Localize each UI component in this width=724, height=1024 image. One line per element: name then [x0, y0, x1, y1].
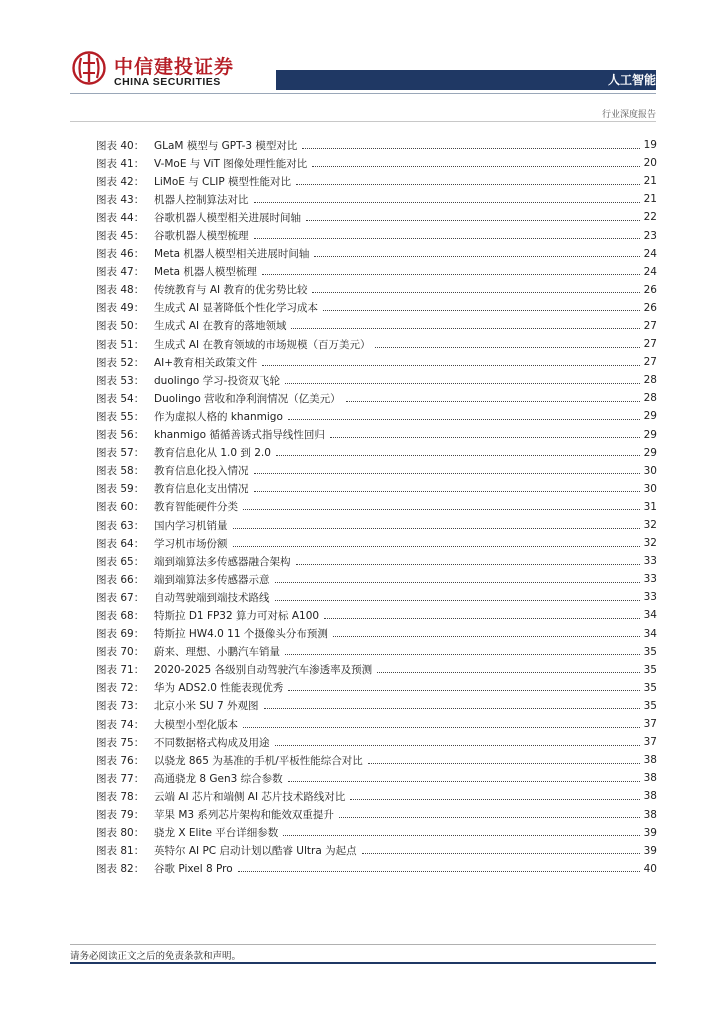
- toc-entry[interactable]: [96, 245, 657, 263]
- toc-entry[interactable]: [96, 371, 657, 389]
- toc-entry-title[interactable]: 云端 AI 芯片和端侧 AI 芯片技术路线对比: [154, 790, 346, 803]
- toc-entry[interactable]: [96, 154, 657, 172]
- toc-dot-leader: [275, 572, 641, 583]
- toc-entry-page[interactable]: 21: [643, 193, 657, 206]
- toc-entry[interactable]: [96, 389, 657, 407]
- toc-entry[interactable]: [96, 172, 657, 190]
- toc-entry[interactable]: [96, 190, 657, 208]
- toc-entry-title[interactable]: 谷歌 Pixel 8 Pro: [154, 863, 233, 876]
- toc-entry-title[interactable]: 生成式 AI 显著降低个性化学习成本: [154, 302, 318, 315]
- toc-entry[interactable]: [96, 570, 657, 588]
- report-type: 行业深度报告: [601, 110, 656, 120]
- toc-dot-leader: [275, 735, 641, 746]
- toc-entry-page[interactable]: 23: [643, 229, 657, 242]
- toc-entry-label: 图表 77：: [96, 772, 145, 785]
- toc-entry[interactable]: [96, 769, 657, 787]
- toc-entry-label: 图表 71：: [96, 664, 145, 677]
- toc-entry[interactable]: [96, 824, 657, 842]
- toc-entry-label: 图表 56：: [96, 429, 145, 442]
- toc-entry-page[interactable]: 27: [643, 338, 657, 351]
- toc-entry-title[interactable]: 学习机市场份额: [154, 537, 228, 550]
- toc-entry-title[interactable]: 2020-2025 各级别自动驾驶汽车渗透率及预测: [154, 664, 373, 677]
- footer-bar: [70, 962, 656, 964]
- header-divider: [70, 93, 656, 94]
- toc-entry[interactable]: [96, 317, 657, 335]
- toc-entry-page[interactable]: 29: [643, 446, 657, 459]
- toc-dot-leader: [254, 463, 641, 474]
- toc-entry-title[interactable]: duolingo 学习-投资双飞轮: [154, 374, 280, 387]
- toc-dot-leader: [312, 156, 640, 167]
- toc-entry-label: 图表 59：: [96, 483, 145, 496]
- figure-list: [96, 136, 657, 878]
- toc-entry-page[interactable]: 19: [643, 139, 657, 152]
- toc-dot-leader: [288, 409, 640, 420]
- toc-entry-page[interactable]: 27: [643, 356, 657, 369]
- toc-entry-page[interactable]: 33: [643, 555, 657, 568]
- toc-entry-title[interactable]: Meta 机器人模型相关进展时间轴: [154, 248, 310, 261]
- toc-entry-page[interactable]: 38: [643, 754, 657, 767]
- toc-entry-title[interactable]: 生成式 AI 在教育的落地领域: [154, 320, 287, 333]
- toc-entry[interactable]: [96, 552, 657, 570]
- toc-entry-label: 图表 55：: [96, 410, 145, 423]
- toc-dot-leader: [285, 373, 640, 384]
- toc-entry-title[interactable]: LiMoE 与 CLIP 模型性能对比: [154, 175, 292, 188]
- toc-dot-leader: [375, 337, 640, 348]
- toc-entry[interactable]: [96, 353, 657, 371]
- toc-entry-label: 图表 43：: [96, 193, 145, 206]
- toc-entry-title[interactable]: 蔚来、理想、小鹏汽车销量: [154, 646, 280, 659]
- toc-entry-page[interactable]: 32: [643, 537, 657, 550]
- toc-entry-title[interactable]: 骁龙 X Elite 平台详细参数: [154, 827, 279, 840]
- toc-dot-leader: [350, 789, 640, 800]
- toc-entry-label: 图表 82：: [96, 863, 145, 876]
- toc-dot-leader: [324, 608, 640, 619]
- toc-entry-title[interactable]: 教育信息化从 1.0 到 2.0: [154, 447, 271, 460]
- toc-entry-page[interactable]: 26: [643, 301, 657, 314]
- toc-entry[interactable]: [96, 751, 657, 769]
- toc-entry-page[interactable]: 33: [643, 573, 657, 586]
- toc-entry-page[interactable]: 33: [643, 591, 657, 604]
- toc-entry-page[interactable]: 38: [643, 772, 657, 785]
- toc-entry-page[interactable]: 39: [643, 844, 657, 857]
- toc-entry-title[interactable]: khanmigo 循循善诱式指导线性回归: [154, 429, 325, 442]
- toc-entry[interactable]: [96, 226, 657, 244]
- toc-dot-leader: [306, 210, 640, 221]
- toc-entry-page[interactable]: 27: [643, 319, 657, 332]
- toc-entry[interactable]: [96, 263, 657, 281]
- toc-dot-leader: [264, 698, 640, 709]
- toc-entry-label: 图表 47：: [96, 266, 145, 279]
- toc-entry-title[interactable]: Duolingo 营收和净利润情况（亿美元）: [154, 392, 341, 405]
- toc-entry-label: 图表 68：: [96, 609, 145, 622]
- footer-disclaimer: 请务必阅读正文之后的免责条款和声明。: [70, 951, 242, 962]
- toc-entry-page[interactable]: 38: [643, 790, 657, 803]
- toc-entry[interactable]: [96, 588, 657, 606]
- toc-entry-page[interactable]: 35: [643, 663, 657, 676]
- toc-entry-title[interactable]: Meta 机器人模型梳理: [154, 266, 257, 279]
- toc-dot-leader: [302, 138, 640, 149]
- toc-dot-leader: [283, 825, 640, 836]
- toc-entry-title[interactable]: 教育信息化投入情况: [154, 465, 249, 478]
- toc-dot-leader: [296, 554, 641, 565]
- toc-entry-page[interactable]: 24: [643, 247, 657, 260]
- toc-entry-label: 图表 42：: [96, 175, 145, 188]
- toc-dot-leader: [333, 626, 640, 637]
- toc-entry[interactable]: [96, 787, 657, 805]
- brand-name-cn: 中信建投证券: [114, 56, 235, 78]
- toc-entry-page[interactable]: 35: [643, 699, 657, 712]
- toc-entry[interactable]: [96, 625, 657, 643]
- toc-entry-label: 图表 76：: [96, 754, 145, 767]
- toc-entry-page[interactable]: 35: [643, 681, 657, 694]
- toc-entry[interactable]: [96, 679, 657, 697]
- toc-dot-leader: [243, 499, 640, 510]
- toc-entry-label: 图表 63：: [96, 519, 145, 532]
- toc-entry-title[interactable]: 教育信息化支出情况: [154, 483, 249, 496]
- toc-entry-page[interactable]: 28: [643, 392, 657, 405]
- toc-entry-title[interactable]: 特斯拉 D1 FP32 算力可对标 A100: [154, 609, 320, 622]
- toc-entry-label: 图表 48：: [96, 284, 145, 297]
- toc-dot-leader: [330, 427, 640, 438]
- toc-entry-label: 图表 54：: [96, 392, 145, 405]
- toc-dot-leader: [291, 318, 640, 329]
- toc-entry-page[interactable]: 38: [643, 808, 657, 821]
- toc-entry-label: 图表 58：: [96, 465, 145, 478]
- toc-entry-title[interactable]: 国内学习机销量: [154, 519, 228, 532]
- toc-entry-title[interactable]: 端到端算法多传感器融合架构: [154, 555, 291, 568]
- toc-dot-leader: [254, 192, 641, 203]
- toc-entry-page[interactable]: 34: [643, 627, 657, 640]
- china-securities-logo-icon: [72, 50, 106, 86]
- toc-entry-label: 图表 65：: [96, 555, 145, 568]
- toc-entry-page[interactable]: 30: [643, 482, 657, 495]
- toc-dot-leader: [362, 843, 640, 854]
- toc-entry-page[interactable]: 26: [643, 283, 657, 296]
- toc-entry-title[interactable]: 苹果 M3 系列芯片架构和能效双重提升: [154, 809, 334, 822]
- toc-entry-title[interactable]: 生成式 AI 在教育领域的市场规模（百万美元）: [154, 338, 371, 351]
- toc-dot-leader: [323, 300, 640, 311]
- toc-entry-label: 图表 66：: [96, 573, 145, 586]
- brand-name-en: CHINA SECURITIES: [114, 76, 221, 88]
- toc-entry-page[interactable]: 22: [643, 211, 657, 224]
- toc-dot-leader: [339, 807, 640, 818]
- toc-entry[interactable]: [96, 281, 657, 299]
- toc-entry-label: 图表 81：: [96, 845, 145, 858]
- toc-entry[interactable]: [96, 733, 657, 751]
- toc-entry-label: 图表 50：: [96, 320, 145, 333]
- toc-entry[interactable]: [96, 534, 657, 552]
- toc-entry-page[interactable]: 35: [643, 645, 657, 658]
- toc-entry-label: 图表 64：: [96, 537, 145, 550]
- toc-entry[interactable]: [96, 208, 657, 226]
- toc-entry-title[interactable]: 高通骁龙 8 Gen3 综合参数: [154, 772, 283, 785]
- toc-dot-leader: [233, 518, 641, 529]
- toc-entry-title[interactable]: V-MoE 与 ViT 图像处理性能对比: [154, 157, 308, 170]
- toc-entry-title[interactable]: AI+教育相关政策文件: [154, 356, 258, 369]
- toc-entry-label: 图表 67：: [96, 591, 145, 604]
- toc-entry[interactable]: [96, 444, 657, 462]
- toc-entry-page[interactable]: 21: [643, 175, 657, 188]
- toc-entry-title[interactable]: 华为 ADS2.0 性能表现优秀: [154, 682, 284, 695]
- toc-entry[interactable]: [96, 661, 657, 679]
- toc-entry-label: 图表 46：: [96, 248, 145, 261]
- toc-entry[interactable]: [96, 136, 657, 154]
- toc-entry-title[interactable]: 作为虚拟人格的 khanmigo: [154, 410, 283, 423]
- toc-entry-page[interactable]: 29: [643, 410, 657, 423]
- toc-entry-label: 图表 40：: [96, 139, 145, 152]
- toc-entry-title[interactable]: 不同数据格式构成及用途: [154, 736, 270, 749]
- toc-entry[interactable]: [96, 299, 657, 317]
- toc-entry-label: 图表 80：: [96, 827, 145, 840]
- toc-entry-page[interactable]: 20: [643, 157, 657, 170]
- toc-entry-page[interactable]: 32: [643, 519, 657, 532]
- toc-entry-label: 图表 72：: [96, 682, 145, 695]
- toc-entry[interactable]: [96, 516, 657, 534]
- toc-entry-label: 图表 53：: [96, 374, 145, 387]
- header-bar: [276, 70, 656, 90]
- toc-entry[interactable]: [96, 606, 657, 624]
- toc-entry[interactable]: [96, 480, 657, 498]
- toc-dot-leader: [254, 228, 641, 239]
- toc-dot-leader: [312, 282, 640, 293]
- toc-entry-title[interactable]: 机器人控制算法对比: [154, 193, 249, 206]
- toc-dot-leader: [275, 590, 641, 601]
- report-type-divider: [70, 121, 656, 122]
- toc-dot-leader: [233, 536, 641, 547]
- toc-entry-label: 图表 44：: [96, 211, 145, 224]
- toc-entry-page[interactable]: 39: [643, 826, 657, 839]
- toc-entry-title[interactable]: 英特尔 AI PC 启动计划以酷睿 Ultra 为起点: [154, 845, 357, 858]
- toc-entry-title[interactable]: 谷歌机器人模型相关进展时间轴: [154, 211, 301, 224]
- toc-dot-leader: [262, 264, 640, 275]
- toc-dot-leader: [238, 861, 640, 872]
- toc-entry-title[interactable]: 特斯拉 HW4.0 11 个摄像头分布预测: [154, 628, 328, 641]
- toc-entry-page[interactable]: 29: [643, 428, 657, 441]
- toc-dot-leader: [285, 644, 640, 655]
- toc-entry-title[interactable]: 北京小米 SU 7 外观图: [154, 700, 259, 713]
- toc-entry-title[interactable]: 自动驾驶端到端技术路线: [154, 591, 270, 604]
- toc-entry-label: 图表 49：: [96, 302, 145, 315]
- toc-entry-label: 图表 52：: [96, 356, 145, 369]
- toc-entry-title[interactable]: GLaM 模型与 GPT-3 模型对比: [154, 139, 298, 152]
- toc-dot-leader: [262, 355, 640, 366]
- toc-entry[interactable]: [96, 643, 657, 661]
- toc-entry-label: 图表 57：: [96, 447, 145, 460]
- toc-entry-label: 图表 41：: [96, 157, 145, 170]
- toc-dot-leader: [276, 445, 640, 456]
- toc-entry-title[interactable]: 大模型小型化版本: [154, 718, 238, 731]
- toc-entry-label: 图表 79：: [96, 809, 145, 822]
- toc-entry[interactable]: [96, 335, 657, 353]
- toc-entry-label: 图表 75：: [96, 736, 145, 749]
- toc-entry-title[interactable]: 传统教育与 AI 教育的优劣势比较: [154, 284, 308, 297]
- toc-entry[interactable]: [96, 805, 657, 823]
- toc-dot-leader: [254, 481, 641, 492]
- toc-entry-page[interactable]: 34: [643, 609, 657, 622]
- toc-entry-page[interactable]: 30: [643, 464, 657, 477]
- toc-entry-label: 图表 45：: [96, 230, 145, 243]
- toc-dot-leader: [243, 717, 640, 728]
- toc-entry-label: 图表 60：: [96, 501, 145, 514]
- toc-dot-leader: [288, 771, 640, 782]
- toc-entry-page[interactable]: 28: [643, 374, 657, 387]
- section-tag: 人工智能: [607, 73, 656, 87]
- toc-dot-leader: [296, 174, 640, 185]
- toc-entry-label: 图表 73：: [96, 700, 145, 713]
- toc-entry-label: 图表 51：: [96, 338, 145, 351]
- toc-dot-leader: [288, 680, 640, 691]
- toc-entry-label: 图表 69：: [96, 628, 145, 641]
- toc-entry[interactable]: [96, 860, 657, 878]
- toc-entry[interactable]: [96, 842, 657, 860]
- toc-entry-label: 图表 70：: [96, 646, 145, 659]
- toc-entry-title[interactable]: 教育智能硬件分类: [154, 501, 238, 514]
- toc-dot-leader: [314, 246, 640, 257]
- toc-entry[interactable]: [96, 407, 657, 425]
- toc-entry-label: 图表 78：: [96, 790, 145, 803]
- toc-entry-page[interactable]: 24: [643, 265, 657, 278]
- footer-divider: [70, 944, 656, 945]
- toc-entry-title[interactable]: 谷歌机器人模型梳理: [154, 230, 249, 243]
- toc-entry-page[interactable]: 37: [643, 718, 657, 731]
- toc-entry-title[interactable]: 端到端算法多传感器示意: [154, 573, 270, 586]
- toc-entry-label: 图表 74：: [96, 718, 145, 731]
- toc-entry-title[interactable]: 以骁龙 865 为基准的手机/平板性能综合对比: [154, 754, 363, 767]
- toc-entry-page[interactable]: 37: [643, 736, 657, 749]
- toc-dot-leader: [368, 753, 640, 764]
- toc-entry[interactable]: [96, 426, 657, 444]
- toc-entry-page[interactable]: 40: [643, 862, 657, 875]
- toc-entry[interactable]: [96, 697, 657, 715]
- toc-dot-leader: [377, 662, 640, 673]
- toc-entry-page[interactable]: 31: [643, 500, 657, 513]
- toc-dot-leader: [346, 391, 640, 402]
- toc-entry[interactable]: [96, 498, 657, 516]
- toc-entry[interactable]: [96, 715, 657, 733]
- toc-entry[interactable]: [96, 462, 657, 480]
- company-logo: [72, 50, 242, 92]
